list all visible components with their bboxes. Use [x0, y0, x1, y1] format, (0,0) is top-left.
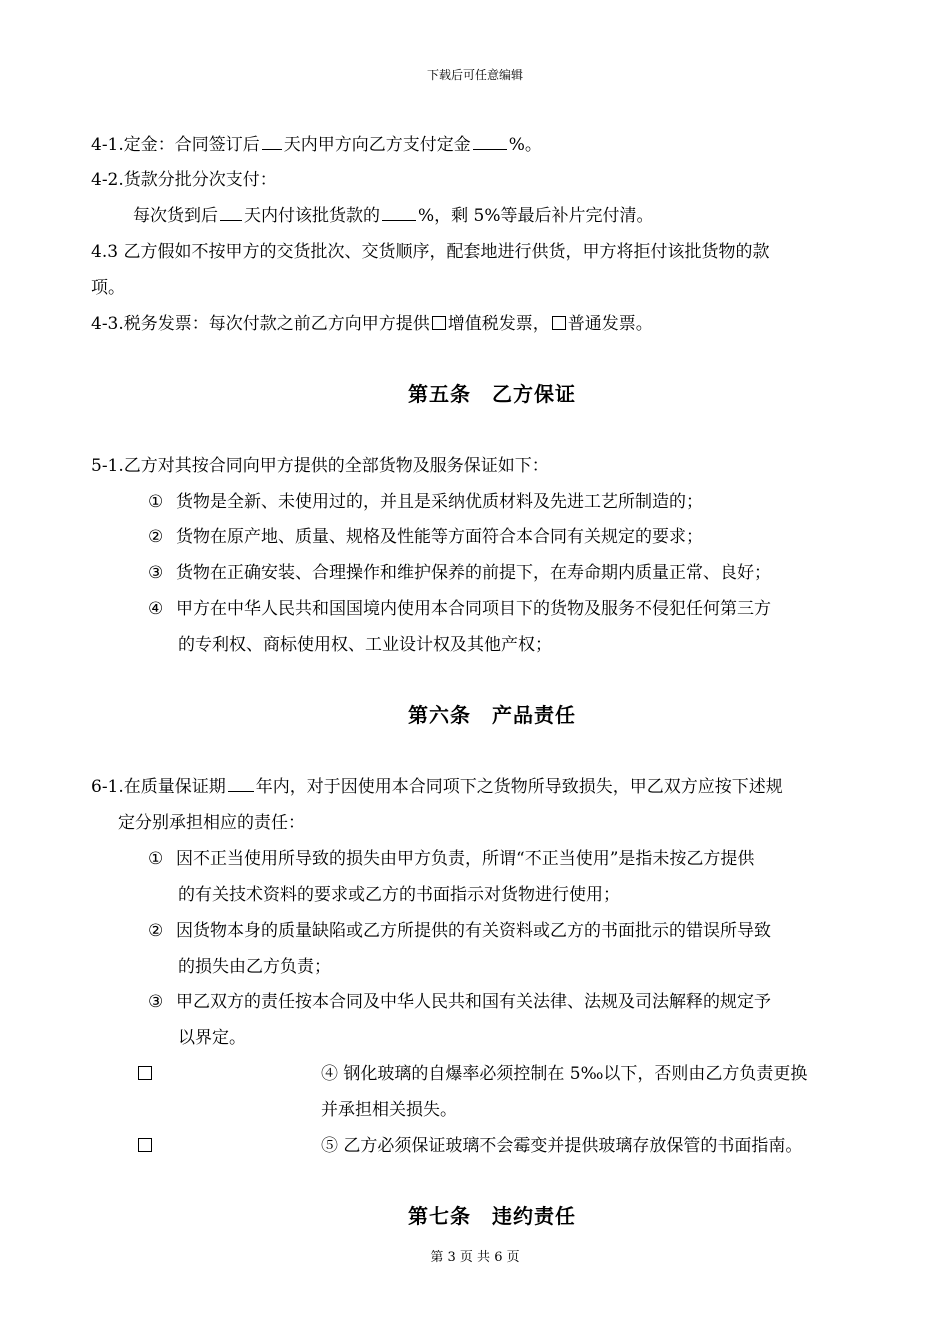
blank-days[interactable]	[262, 133, 282, 150]
list-item: ② 货物在原产地、质量、规格及性能等方面符合本合同有关规定的要求；	[148, 527, 703, 547]
list-item: ① 货物是全新、未使用过的，并且是采纳优质材料及先进工艺所制造的；	[148, 492, 703, 512]
blank-warranty-years[interactable]	[228, 775, 254, 792]
list-item-continuation: 并承担相关损失。	[321, 1100, 457, 1120]
section-5-title: 第五条 乙方保证	[408, 382, 576, 406]
clause-4-3-line1: 4.3 乙方假如不按甲方的交货批次、交货顺序，配套地进行供货，甲方将拒付该批货物的款	[91, 242, 770, 262]
list-item-continuation: 以界定。	[178, 1028, 246, 1048]
list-item: ① 因不正当使用所导致的损失由甲方负责，所谓“不正当使用”是指未按乙方提供	[148, 849, 755, 869]
normal-invoice-checkbox[interactable]	[552, 316, 566, 330]
section-6-title: 第六条 产品责任	[408, 703, 576, 727]
list-item-continuation: 的专利权、商标使用权、工业设计权及其他产权；	[178, 635, 552, 655]
item-4-checkbox[interactable]	[138, 1066, 152, 1080]
list-item: ② 因货物本身的质量缺陷或乙方所提供的有关资料或乙方的书面批示的错误所导致	[148, 921, 771, 941]
item-5-checkbox[interactable]	[138, 1138, 152, 1152]
blank-deposit-percent[interactable]	[473, 133, 507, 150]
list-item: ⑤ 乙方必须保证玻璃不会霉变并提供玻璃存放保管的书面指南。	[321, 1136, 803, 1156]
clause-6-1: 6-1.在质量保证期 年内，对于因使用本合同项下之货物所导致损失，甲乙双方应按下述规	[91, 777, 783, 797]
clause-4-3-invoice: 4-3.税务发票：每次付款之前乙方向甲方提供 增值税发票， 普通发票。	[91, 314, 653, 334]
clause-4-2-detail: 每次货到后 天内付该批货款的 %，剩 5%等最后补片完付清。	[133, 206, 654, 226]
blank-payment-percent[interactable]	[382, 204, 416, 221]
list-item: ③ 甲乙双方的责任按本合同及中华人民共和国有关法律、法规及司法解释的规定予	[148, 992, 771, 1012]
page-footer: 第 3 页 共 6 页	[430, 1250, 520, 1265]
vat-invoice-checkbox[interactable]	[432, 316, 446, 330]
clause-4-3-line2: 项。	[91, 278, 125, 298]
list-item: ④ 甲方在中华人民共和国国境内使用本合同项目下的货物及服务不侵犯任何第三方	[148, 599, 771, 619]
blank-payment-days[interactable]	[220, 204, 242, 221]
clause-4-2: 4-2.货款分批分次支付：	[91, 170, 277, 190]
page-header: 下载后可任意编辑	[426, 68, 523, 82]
clause-4-1: 4-1.定金：合同签订后 天内甲方向乙方支付定金 %。	[91, 135, 542, 155]
section-7-title: 第七条 违约责任	[408, 1204, 576, 1228]
list-item-continuation: 的有关技术资料的要求或乙方的书面指示对货物进行使用；	[178, 885, 620, 905]
clause-6-1-continuation: 定分别承担相应的责任：	[118, 813, 305, 833]
clause-5-1: 5-1.乙方对其按合同向甲方提供的全部货物及服务保证如下：	[91, 456, 549, 476]
list-item: ④ 钢化玻璃的自爆率必须控制在 5‰以下，否则由乙方负责更换	[321, 1064, 808, 1084]
list-item: ③ 货物在正确安装、合理操作和维护保养的前提下，在寿命期内质量正常、良好；	[148, 563, 771, 583]
list-item-continuation: 的损失由乙方负责；	[178, 957, 331, 977]
